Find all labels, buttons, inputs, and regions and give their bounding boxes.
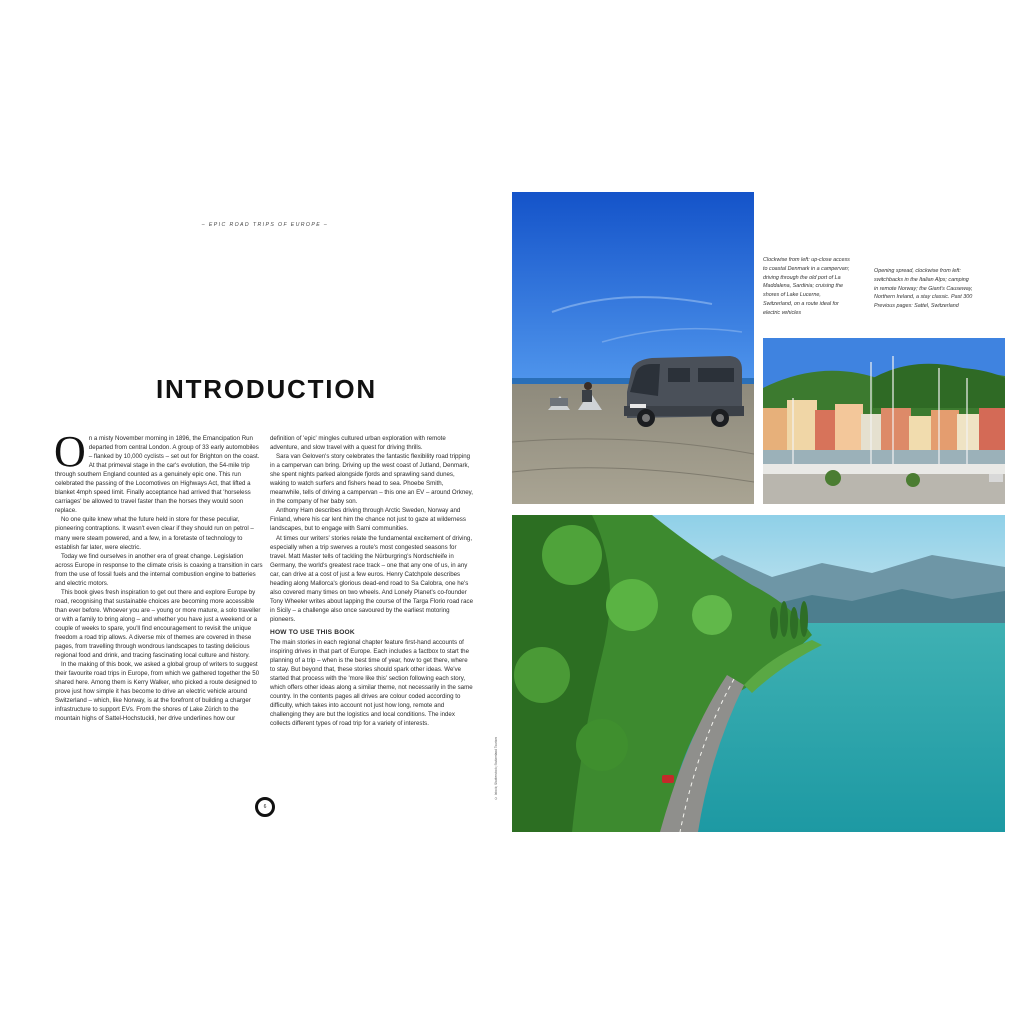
paragraph: At times our writers' stories relate the fundamental excitement of driving, especially when a trip swerves a route's most congested seasons for travel. Matt Master tells of tackling the Nürburgring's Nordschleife in Germany, the world's greatest race track – one that any one of us, in any car, can drive at a cost of just a few euros. Henry Catchpole describes heading along Mallorca's glorious dead-end road to Sa Calobra, one he's also covered many times on two wheels. And Lonely Planet's co-founder Tony Wheeler writes about lapping the course of the Targa Florio road race in Sicily – a challenge also once savoured by the earliest motoring pioneers. [270,534,473,623]
paragraph: definition of 'epic' mingles cultured urban exploration with remote adventure, and slow travel with a quest for driving thrills. [270,435,446,452]
paragraph: In the making of this book, we asked a global group of writers to suggest their favourite road trips in Europe, from which we gathered together the 50 shared here. Among them is Kerry Walker, who picked a route designed to prove just how simple it has become to drive an electric vehicle around Switzerland – which, like Norway, is at the forefront of building a charger infrastructure to support EVs. From the shores of Lake Zürich to the mountain highs of Sattel-Hochstuckli, her drive underlines how our [55,661,260,723]
red-car [662,775,674,783]
photo-caption-right: Opening spread, clockwise from left: switchbacks in the Italian Alps; camping in remote Norway; the Giant's Causeway, Northern Ireland, a stay classic. Past 300 Previous pages: Sattel, Switzerland [874,268,973,310]
page-title: INTRODUCTION [156,374,377,404]
beach-scene-illustration [512,192,754,504]
photo-caption-left: Clockwise from left: up-close access to coastal Denmark in a campervan; driving through the old port of La Maddalena, Sardinia; cruising the shores of Lake Lucerne, Switzerland, on a route ideal for electric vehicles [763,257,850,316]
harbour-scene-illustration [763,338,1005,504]
paragraph-text: n a misty November morning in 1896, the Emancipation Run departed from central London. A group of 33 early automobiles – flanked by 10,000 cyclists – set out for Brighton on the coast. At that primeval stage in the car's evolution, the 54-mile trip through southern England counted as a genuinely epic one. This run celebrated the passing of the Locomotives on Highways Act, that lifted a blanket 4mph speed limit. Finally acceptance had arrived that 'horseless carriages' be allowed to travel faster than the horses they would soon replace. [55,435,260,515]
section-subhead: HOW TO USE THIS BOOK [270,628,355,636]
paragraph: Today we find ourselves in another era of great change. Legislation across Europe in response to the climate crisis is coaxing a transition in cars from the use of fossil fuels and the internal combustion engine to batteries and electric motors. [55,552,263,587]
body-column-right [270,434,474,729]
lake-scene-illustration [512,515,1005,832]
drop-cap: O [54,427,86,476]
harbour-town-photo [763,338,1005,504]
paragraph: This book gives fresh inspiration to get out there and explore Europe by road, recognising that sustainable choices are becoming more accessible than ever before. Whoever you are – young or more mature, a solo traveller or with a family to bring along – and whether you have just a weekend or a couple of weeks to spare, you'll find encouragement to revisit the unique freedom a road trip allows. A diverse mix of themes are covered in these pages, from travelling through wondrous landscapes to tasting delicious regional food and drink, and tracing fascinating local culture and history. [55,588,261,660]
lakeside-road-photo [512,515,1005,832]
page-number: 6 [263,804,267,810]
paragraph: Anthony Ham describes driving through Arctic Sweden, Norway and Finland, where his car lent him the chance not just to gaze at wilderness landscapes, but to engage with Sami communities. [270,507,466,533]
photo-credit: © Istock; Shutterstock; Switzerland Tourism [494,737,498,800]
campervan-on-beach-photo [512,192,754,504]
paragraph: Sara van Geloven's story celebrates the fantastic flexibility road tripping in a campervan can bring. Driving up the west coast of Jutland, Denmark, she spent nights parked alongside fjords and sprawling sand dunes, waking to watch surfers and fishers head to sea. Phoebe Smith, meanwhile, tells of driving a campervan – this one an EV – around Orkney, in the company of her baby son. [270,453,473,506]
paragraph [54,427,263,515]
paragraph: No one quite knew what the future held in store for these peculiar, pioneering contraptions. It wasn't even clear if they should run on petrol – many were steam powered, and a few, in a foretaste of technology to establish far later, were electric. [55,516,254,551]
running-head: – EPIC ROAD TRIPS OF EUROPE – [201,222,329,228]
page-number-badge [255,797,273,815]
paragraph: The main stories in each regional chapter feature first-hand accounts of inspiring drives in that part of Europe. Each includes a factbox to start the planning of a trip – when is the best time of year, how to get there, where to stay. But beyond that, these stories should spark other ideas. We've started that process with the 'more like this' section following each story, which offers other ideas along a similar theme, not necessarily in the same country. In the contents pages all drives are colour coded according to difficulty, which takes into account not just how long, remote and challenging they are but the logistics and local conditions. The index collects different types of road trip for a variety of interests. [270,639,473,728]
body-column-left [54,427,263,724]
campervan [624,356,744,427]
